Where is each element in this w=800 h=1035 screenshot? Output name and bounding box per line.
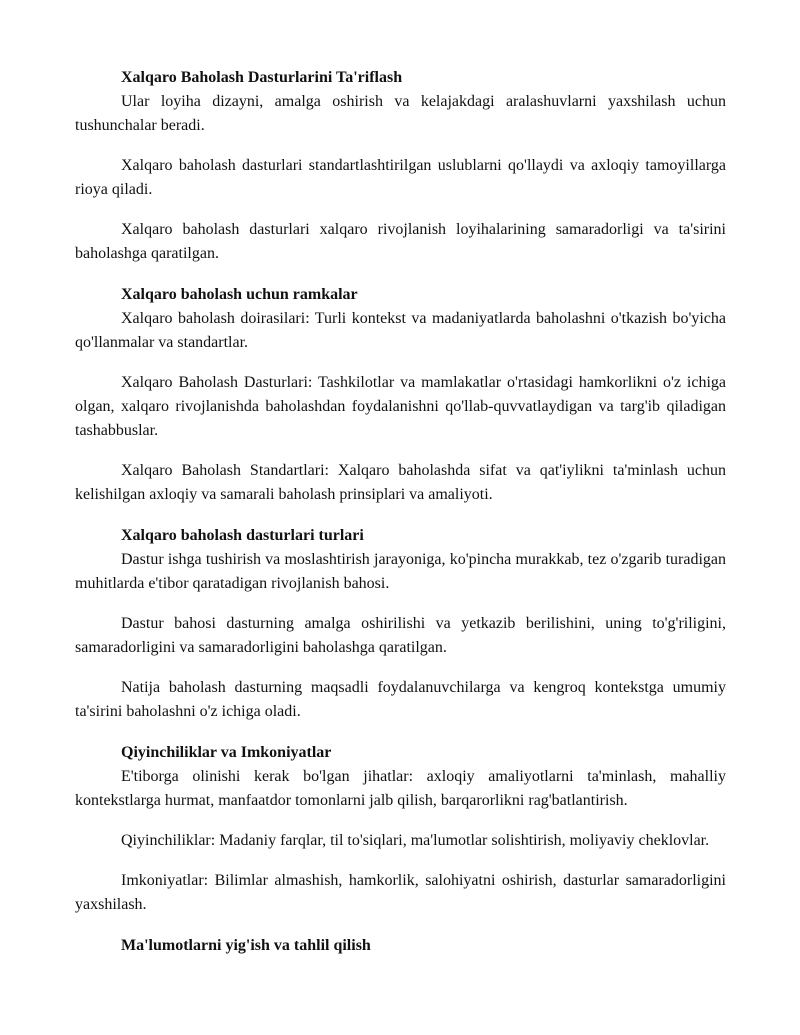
paragraph: Xalqaro baholash doirasilari: Turli kontekst va madaniyatlarda baholashni o'tkazish bo'yicha qo'llanmalar va standartlar. bbox=[75, 310, 726, 351]
paragraph: Dastur ishga tushirish va moslashtirish jarayoniga, ko'pincha murakkab, tez o'zgarib turadigan muhitlarda e'tibor qaratadigan rivojlanish bahosi. bbox=[75, 551, 726, 592]
section-challenges bbox=[75, 741, 726, 917]
paragraph: Xalqaro Baholash Standartlari: Xalqaro baholashda sifat va qat'iylikni ta'minlash uchun kelishilgan axloqiy va samarali baholash prinsiplari va amaliyoti. bbox=[75, 462, 726, 503]
section-data-collection bbox=[75, 934, 726, 958]
section-heading: Qiyinchiliklar va Imkoniyatlar bbox=[121, 744, 332, 761]
section-heading: Xalqaro baholash uchun ramkalar bbox=[121, 286, 358, 303]
paragraph: E'tiborga olinishi kerak bo'lgan jihatlar: axloqiy amaliyotlarni ta'minlash, mahalliy kontekstlarga hurmat, manfaatdor tomonlarni jalb qilish, barqarorlikni rag'batlantirish. bbox=[75, 768, 726, 809]
section-heading: Xalqaro Baholash Dasturlarini Ta'riflash bbox=[121, 69, 403, 86]
section-heading: Xalqaro baholash dasturlari turlari bbox=[121, 527, 364, 544]
section-heading: Ma'lumotlarni yig'ish va tahlil qilish bbox=[121, 937, 371, 954]
section-definitions bbox=[75, 66, 726, 266]
paragraph: Natija baholash dasturning maqsadli foydalanuvchilarga va kengroq kontekstga umumiy ta'sirini baholashni o'z ichiga oladi. bbox=[75, 679, 726, 720]
paragraph: Imkoniyatlar: Bilimlar almashish, hamkorlik, salohiyatni oshirish, dasturlar samaradorligini yaxshilash. bbox=[75, 872, 726, 913]
paragraph: Xalqaro Baholash Dasturlari: Tashkilotlar va mamlakatlar o'rtasidagi hamkorlikni o'z ichiga olgan, xalqaro rivojlanishda baholashdan foydalanishni qo'llab-quvvatlaydigan va targ'ib qiladigan tashabbuslar. bbox=[75, 374, 726, 439]
paragraph: Dastur bahosi dasturning amalga oshirilishi va yetkazib berilishini, uning to'g'riligini, samaradorligini va samaradorligini baholashga qaratilgan. bbox=[75, 615, 726, 656]
section-frameworks bbox=[75, 283, 726, 507]
paragraph: Xalqaro baholash dasturlari standartlashtirilgan uslublarni qo'llaydi va axloqiy tamoyillarga rioya qiladi. bbox=[75, 157, 726, 198]
paragraph: Ular loyiha dizayni, amalga oshirish va kelajakdagi aralashuvlarni yaxshilash uchun tushunchalar beradi. bbox=[75, 93, 726, 134]
paragraph: Xalqaro baholash dasturlari xalqaro rivojlanish loyihalarining samaradorligi va ta'sirini baholashga qaratilgan. bbox=[75, 221, 726, 262]
document-page bbox=[75, 0, 726, 958]
section-types bbox=[75, 524, 726, 724]
paragraph: Qiyinchiliklar: Madaniy farqlar, til to'siqlari, ma'lumotlar solishtirish, moliyaviy cheklovlar. bbox=[121, 832, 710, 849]
